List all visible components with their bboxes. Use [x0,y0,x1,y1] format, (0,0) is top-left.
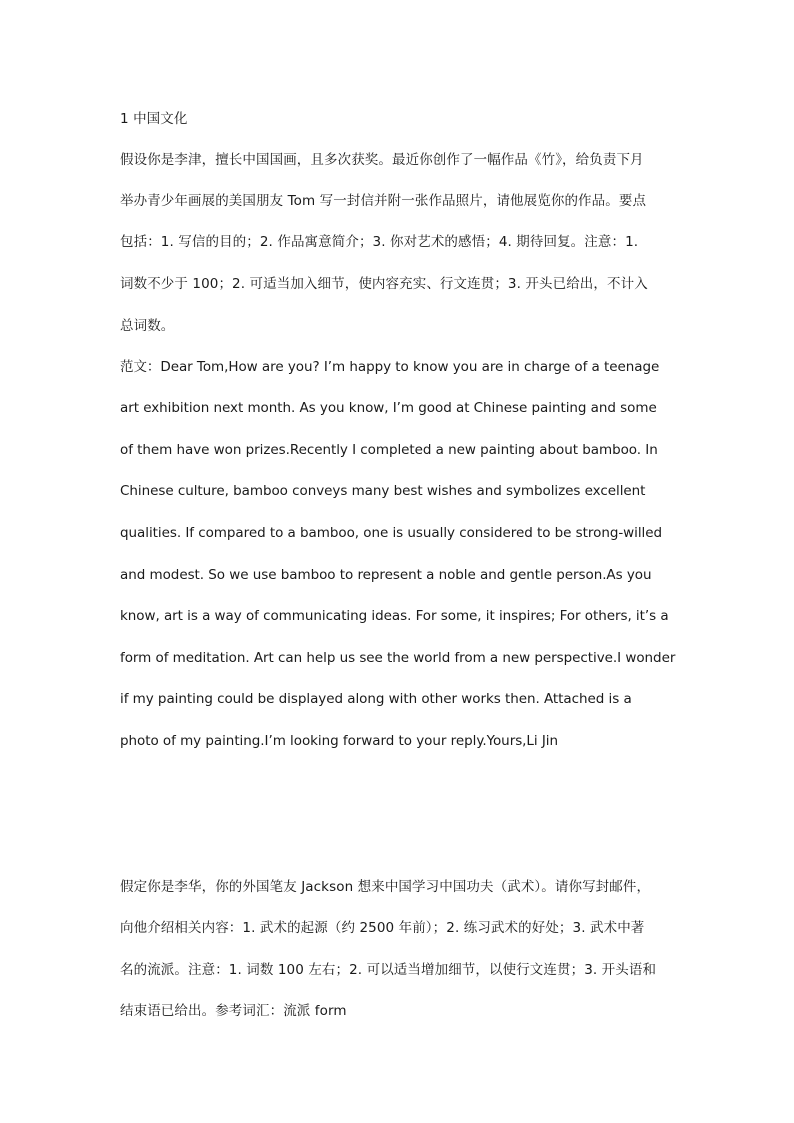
essay-line: photo of my painting.I’m looking forward to your reply.Yours,Li Jin [120,733,558,749]
task2-line: 名的流派。注意：1. 词数 100 左右；2. 可以适当增加细节，以使行文连贯；3. 开头语和 [120,962,657,978]
task1-line: 总词数。 [120,318,175,334]
task2-line: 假定你是李华，你的外国笔友 Jackson 想来中国学习中国功夫（武术）。请你写封邮件， [120,879,651,895]
essay-line: 范文：Dear Tom,How are you? I’m happy to know you are in charge of a teenage [120,359,660,375]
task1-line: 假设你是李津，擅长中国国画，且多次获奖。最近你创作了一幅作品《竹》，给负责下月 [120,152,644,168]
essay-line: art exhibition next month. As you know, I’m good at Chinese painting and some [120,400,657,416]
task1-line: 包括：1. 写信的目的；2. 作品寓意简介；3. 你对艺术的感悟；4. 期待回复。注意：1. [120,234,639,250]
essay-line: Chinese culture, bamboo conveys many best wishes and symbolizes excellent [120,483,646,499]
essay-line: of them have won prizes.Recently I completed a new painting about bamboo. In [120,442,658,458]
essay-line: know, art is a way of communicating ideas. For some, it inspires; For others, it’s a [120,608,669,624]
essay-line: form of meditation. Art can help us see the world from a new perspective.I wonder [120,650,676,666]
task2-line: 向他介绍相关内容：1. 武术的起源（约 2500 年前）；2. 练习武术的好处；3. 武术中著 [120,920,645,936]
essay-line: qualities. If compared to a bamboo, one is usually considered to be strong-willed [120,525,663,541]
essay-line: and modest. So we use bamboo to represent a noble and gentle person.As you [120,567,652,583]
essay-line: if my painting could be displayed along with other works then. Attached is a [120,691,632,707]
task1-line: 举办青少年画展的美国朋友 Tom 写一封信并附一张作品照片，请他展览你的作品。要点 [120,193,647,209]
section-heading: 1 中国文化 [120,111,188,127]
task1-line: 词数不少于 100；2. 可适当加入细节，使内容充实、行文连贯；3. 开头已给出，不计入 [120,276,648,292]
task2-line: 结束语已给出。参考词汇：流派 form [120,1003,347,1019]
